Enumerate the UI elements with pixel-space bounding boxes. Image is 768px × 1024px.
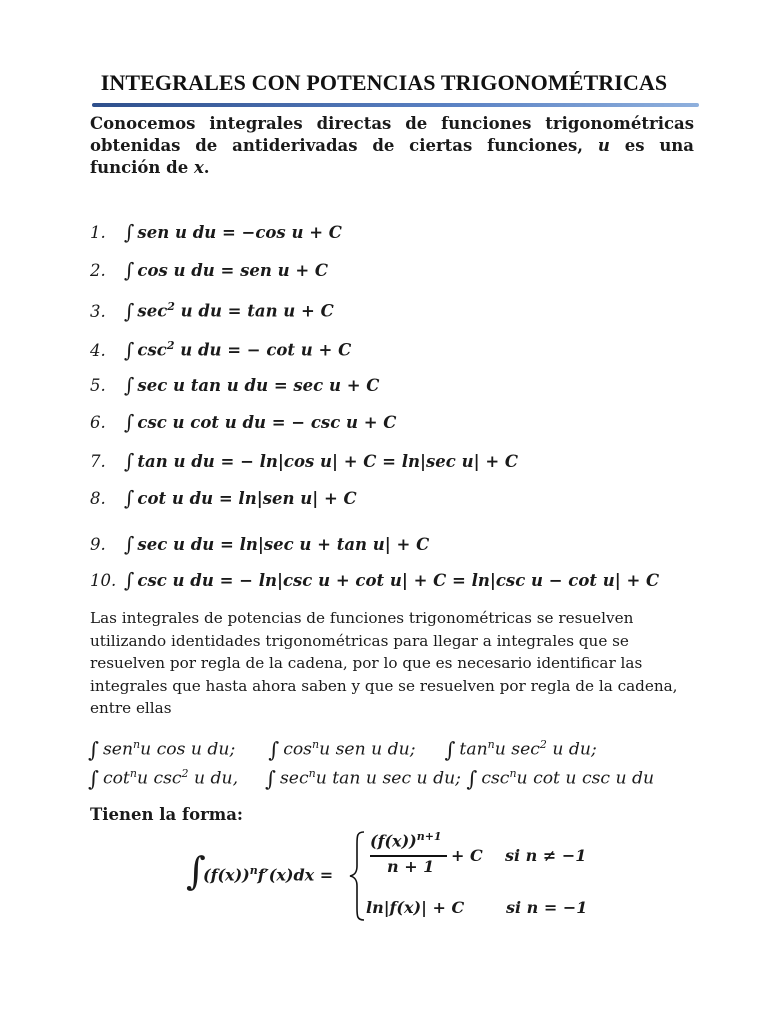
integral-sign: ∫ — [265, 766, 276, 791]
formula-number: 1. — [90, 223, 106, 242]
formula-expr: tan u du = − ln|cos u| + C = ln|sec u| + C — [137, 452, 519, 471]
formula-1 — [90, 218, 342, 244]
form-rest: u tan u sec u du; — [315, 768, 461, 789]
lhs-rest: f′(x)dx = — [257, 865, 334, 885]
integral-sign: ∫ — [124, 298, 135, 323]
integral-sign: ∫ — [124, 532, 135, 556]
formula-expr-pre: csc — [137, 340, 167, 360]
lhs-exponent: n — [249, 864, 258, 877]
integral-sign: ∫ — [444, 737, 456, 762]
case1-num-exponent: n+1 — [416, 830, 442, 843]
integral-sign: ∫ — [466, 766, 478, 791]
formula-number: 7. — [90, 452, 106, 471]
formula-7 — [90, 447, 518, 473]
form-rest: u du; — [546, 739, 597, 760]
formula-expr: csc u cot u du = − csc u + C — [137, 413, 397, 432]
formula-8 — [90, 484, 357, 510]
intro-var-u: u — [597, 136, 610, 155]
formula-exponent: 2 — [167, 300, 175, 313]
forms-line-1 — [88, 731, 597, 762]
integral-sign: ∫ — [124, 568, 135, 592]
form-func: cos — [283, 739, 312, 760]
integral-sign: ∫ — [124, 449, 135, 473]
formula-number: 6. — [90, 413, 106, 432]
form-exponent: 2 — [539, 738, 547, 751]
integral-sign: ∫ — [124, 410, 135, 434]
form-rest: u csc — [136, 768, 182, 789]
integral-sign: ∫ — [124, 373, 135, 397]
form-exponent: 2 — [181, 767, 189, 780]
integral-sign: ∫ — [124, 486, 135, 510]
formula-2 — [90, 256, 328, 282]
form-exponent: n — [311, 738, 320, 751]
form-rest: u cos u du; — [140, 739, 236, 760]
form-rest: u sec — [494, 739, 540, 760]
integral-sign: ∫ — [88, 766, 99, 791]
integral-sign: ∫ — [124, 258, 135, 282]
formula-number: 10. — [90, 571, 117, 590]
case1-num-base: (f(x)) — [370, 831, 417, 851]
formula-expr: cot u du = ln|sen u| + C — [137, 489, 357, 508]
formula-3 — [90, 294, 334, 323]
left-brace-icon — [348, 830, 368, 922]
formula-exponent: 2 — [166, 339, 175, 352]
formula-number: 3. — [90, 301, 106, 321]
integral-sign: ∫ — [124, 220, 135, 244]
formula-expr-pre: sec — [137, 301, 168, 321]
formula-5 — [90, 371, 379, 397]
form-func: csc — [481, 768, 510, 789]
case1-tail: + C — [451, 846, 483, 865]
form-exponent: n — [308, 767, 316, 780]
form-rest: u cot u csc u du — [516, 768, 655, 789]
intro-text-a: Conocemos integrales directas de funciones trigonométricas obtenidas de antiderivadas de ciertas funciones, — [90, 114, 694, 155]
formula-expr: sec u tan u du = sec u + C — [137, 376, 380, 395]
case1-numerator — [370, 830, 442, 850]
form-func: sen — [102, 739, 134, 760]
intro-paragraph — [90, 113, 694, 179]
tienen-label: Tienen la forma: — [90, 805, 244, 824]
case2-expression: ln|f(x)| + C — [366, 898, 465, 917]
formula-9 — [90, 530, 429, 556]
form-func: cot — [102, 768, 130, 789]
intro-text-b: es una función de — [90, 136, 694, 177]
formula-expr-post: u du = tan u + C — [174, 301, 334, 321]
formula-6 — [90, 408, 396, 434]
forms-line-2 — [88, 760, 655, 791]
form-rest: u du, — [188, 768, 239, 789]
integral-sign: ∫ — [88, 737, 99, 762]
formula-expr: sec u du = ln|sec u + tan u| + C — [137, 535, 430, 554]
formula-number: 5. — [90, 376, 106, 395]
formula-expr: cos u du = sen u + C — [137, 261, 329, 280]
intro-var-x: x — [193, 158, 204, 177]
formula-4 — [90, 333, 352, 362]
formula-expr-post: u du = − cot u + C — [174, 340, 352, 360]
formula-number: 8. — [90, 489, 106, 508]
lhs-base: (f(x)) — [203, 865, 250, 885]
form-func: sec — [279, 768, 309, 789]
general-lhs — [203, 864, 333, 884]
form-rest: u sen u du; — [319, 739, 416, 760]
formula-10 — [90, 566, 659, 592]
formula-expr: csc u du = − ln|csc u + cot u| + C = ln|csc u − cot u| + C — [137, 571, 660, 590]
integral-sign: ∫ — [268, 737, 280, 762]
integral-sign: ∫ — [124, 337, 135, 362]
title-underline — [92, 103, 699, 107]
explanation-paragraph: Las integrales de potencias de funciones trigonométricas se resuelven utilizando identidades trigonométricas para llegar a integrales que se resuelven por regla de la cadena, por lo que es necesario identificar las integrales que hasta ahora saben y que se resuelven por regla de la cadena, entre ellas — [90, 609, 678, 717]
page-title: INTEGRALES CON POTENCIAS TRIGONOMÉTRICAS — [100, 70, 668, 95]
form-exponent: n — [487, 738, 495, 751]
form-exponent: n — [509, 767, 517, 780]
case1-denominator: n + 1 — [387, 857, 435, 876]
formula-number: 4. — [90, 340, 106, 360]
case2-condition: si n = −1 — [506, 898, 588, 917]
form-func: tan — [459, 739, 488, 760]
general-integral-sign: ∫ — [186, 849, 206, 893]
form-exponent: n — [133, 738, 141, 751]
formula-number: 9. — [90, 535, 106, 554]
intro-end: . — [203, 158, 210, 177]
form-exponent: n — [129, 767, 137, 780]
formula-number: 2. — [90, 261, 106, 280]
formula-expr: sen u du = −cos u + C — [137, 223, 342, 242]
case1-condition: si n ≠ −1 — [505, 846, 587, 865]
